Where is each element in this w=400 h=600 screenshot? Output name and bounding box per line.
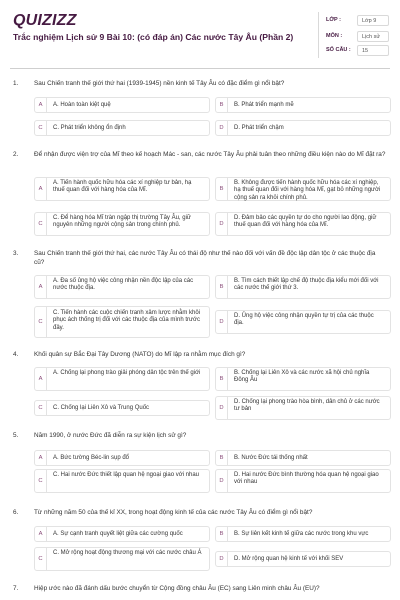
answer-option-b[interactable] — [215, 367, 391, 391]
answer-option-c[interactable] — [34, 547, 210, 571]
option-text: A. Đa số ủng hộ việc công nhận nền độc lập của các nước thuộc địa. — [53, 278, 194, 292]
question-number: 6. — [13, 509, 19, 516]
option-letter: D — [216, 397, 228, 419]
option-text: C. Hai nước Đức thiết lập quan hệ ngoại giao với nhau — [53, 472, 199, 478]
option-letter: D — [216, 311, 228, 333]
meta-class — [326, 15, 390, 29]
question-number: 7. — [13, 585, 19, 592]
answer-option-a[interactable] — [34, 450, 210, 466]
option-text: B. Sự liên kết kinh tế giữa các nước trong khu vực — [234, 531, 369, 537]
option-letter: C — [35, 548, 47, 570]
question-number: 2. — [13, 151, 19, 158]
answer-option-d[interactable] — [215, 396, 391, 420]
option-text: C. Tiến hành các cuộc chiến tranh xâm lược nhằm khôi phục ách thống trị đối với các thuộc địa của mình trước đây. — [53, 310, 201, 331]
option-letter: B — [216, 178, 228, 200]
option-text: C. Để hàng hóa Mĩ tràn ngập thị trường Tây Âu, giữ nguyên những người cộng sản trong chính phủ. — [53, 215, 191, 229]
option-letter: D — [216, 121, 228, 135]
option-letter: A — [35, 368, 47, 390]
option-letter: A — [35, 98, 47, 112]
question-text: Năm 1990, ở nước Đức đã diễn ra sự kiện lịch sử gì? — [34, 432, 187, 439]
answer-option-c[interactable] — [34, 469, 210, 493]
answer-option-d[interactable] — [215, 120, 391, 136]
option-letter: D — [216, 470, 228, 492]
answer-option-c[interactable] — [34, 306, 210, 338]
question-text: Khối quân sự Bắc Đại Tây Dương (NATO) do Mĩ lập ra nhằm mục đích gì? — [34, 351, 246, 358]
question-text: Sau Chiến tranh thế giới thứ hai, các nước Tây Âu có thái độ như thế nào đối với vấn đề độc lập dân tộc ở các thuộc địa cũ? — [34, 250, 376, 266]
answer-option-a[interactable] — [34, 367, 210, 391]
answer-option-a[interactable] — [34, 97, 210, 113]
option-text: D. Ủng hộ việc công nhận quyền tự trị của các thuộc địa. — [234, 313, 374, 327]
option-letter: B — [216, 98, 228, 112]
option-letter: A — [35, 276, 47, 298]
option-text: A. Chống lại phong trào giải phóng dân tộc trên thế giới — [53, 370, 201, 376]
meta-question-count-label: SỐ CÂU : — [326, 47, 351, 53]
answer-option-d[interactable] — [215, 310, 391, 334]
option-text: C. Phát triển không ổn định — [53, 125, 126, 131]
worksheet-title: Trắc nghiệm Lịch sử 9 Bài 10: (có đáp án) Các nước Tây Âu (Phần 2) — [13, 32, 294, 42]
option-letter: C — [35, 213, 47, 235]
option-letter: A — [35, 451, 47, 465]
meta-subject — [326, 31, 390, 45]
option-letter: A — [35, 178, 47, 200]
answer-option-c[interactable] — [34, 212, 210, 236]
meta-question-count-value: 15 — [357, 45, 389, 56]
answer-option-b[interactable] — [215, 97, 391, 113]
option-text: B. Phát triển mạnh mẽ — [234, 102, 294, 108]
answer-option-a[interactable] — [34, 275, 210, 299]
meta-class-value: Lớp 9 — [357, 15, 389, 26]
answer-option-c[interactable] — [34, 400, 210, 416]
question-number: 1. — [13, 80, 19, 87]
option-text: B. Không được tiến hành quốc hữu hóa các xí nghiệp, hạ thuế quan đối với hàng hóa Mĩ, gạt bỏ những người cộng sản ra khỏi chính phủ. — [234, 180, 381, 201]
question-number: 4. — [13, 351, 19, 358]
option-text: D. Mở rộng quan hệ kinh tế với khối SEV — [234, 556, 344, 562]
option-letter: D — [216, 552, 228, 566]
option-letter: C — [35, 307, 47, 337]
option-text: A. Bức tường Béc-lin sụp đổ — [53, 455, 130, 461]
option-letter: D — [216, 213, 228, 235]
answer-option-b[interactable] — [215, 450, 391, 466]
option-text: D. Đảm bảo các quyền tự do cho người lao động, giữ thuế quan đối với hàng hóa của Mĩ. — [234, 215, 377, 229]
option-letter: C — [35, 470, 47, 492]
answer-option-d[interactable] — [215, 551, 391, 567]
header-rule — [10, 68, 390, 69]
question-number: 5. — [13, 432, 19, 439]
meta-question-count — [326, 45, 390, 59]
answer-option-d[interactable] — [215, 212, 391, 236]
option-text: B. Nước Đức tái thống nhất — [234, 455, 308, 461]
meta-class-label: LỚP : — [326, 17, 341, 23]
answer-option-d[interactable] — [215, 469, 391, 493]
option-letter: B — [216, 527, 228, 541]
answer-option-b[interactable] — [215, 275, 391, 299]
question-number: 3. — [13, 250, 19, 257]
answer-option-c[interactable] — [34, 120, 210, 136]
option-text: C. Mở rộng hoạt động thương mại với các nước châu Á — [53, 550, 202, 556]
quizizz-logo[interactable]: QUIZIZZ — [13, 12, 77, 29]
option-text: D. Phát triển chậm — [234, 125, 284, 131]
option-text: A. Tiến hành quốc hữu hóa các xí nghiệp tư bản, hạ thuế quan đối với hàng hóa của Mĩ. — [53, 180, 192, 194]
option-text: C. Chống lại Liên Xô và Trung Quốc — [53, 405, 150, 411]
answer-option-b[interactable] — [215, 526, 391, 542]
worksheet-header — [0, 0, 400, 66]
option-letter: C — [35, 401, 47, 415]
option-text: D. Chống lại phong trào hòa bình, dân chủ ở các nước tư bản — [234, 399, 380, 413]
option-text: B. Tìm cách thiết lập chế độ thuộc địa kiểu mới đối với các nước thế giới thứ 3. — [234, 278, 379, 292]
answer-option-a[interactable] — [34, 526, 210, 542]
meta-subject-value: Lịch sử — [357, 31, 389, 42]
meta-subject-label: MÔN : — [326, 33, 343, 39]
option-letter: B — [216, 276, 228, 298]
option-letter: B — [216, 451, 228, 465]
option-text: A. Hoàn toàn kiệt quệ — [53, 102, 111, 108]
question-text: Để nhận được viện trợ của Mĩ theo kế hoạch Mác - san, các nước Tây Âu phải tuân theo những điều kiện nào do Mĩ đặt ra? — [34, 151, 386, 158]
option-text: D. Hai nước Đức bình thường hóa quan hệ ngoại giao với nhau — [234, 472, 379, 486]
option-letter: B — [216, 368, 228, 390]
option-text: A. Sự cạnh tranh quyết liệt giữa các cường quốc — [53, 531, 183, 537]
question-text: Sau Chiến tranh thế giới thứ hai (1939-1945) nền kinh tế Tây Âu có đặc điểm gì nổi bật? — [34, 80, 285, 87]
header-divider — [318, 12, 319, 58]
answer-option-a[interactable] — [34, 177, 210, 201]
question-text: Hiệp ước nào đã đánh dấu bước chuyển từ Cộng đồng châu Âu (EC) sang Liên minh châu Âu (EU)? — [34, 585, 320, 592]
option-letter: C — [35, 121, 47, 135]
question-text: Từ những năm 50 của thế kỉ XX, trong hoạt động kinh tế của các nước Tây Âu có điểm gì nổi bật? — [34, 509, 313, 516]
option-text: B. Chống lại Liên Xô và các nước xã hội chủ nghĩa Đông Âu — [234, 370, 370, 384]
answer-option-b[interactable] — [215, 177, 391, 201]
option-letter: A — [35, 527, 47, 541]
